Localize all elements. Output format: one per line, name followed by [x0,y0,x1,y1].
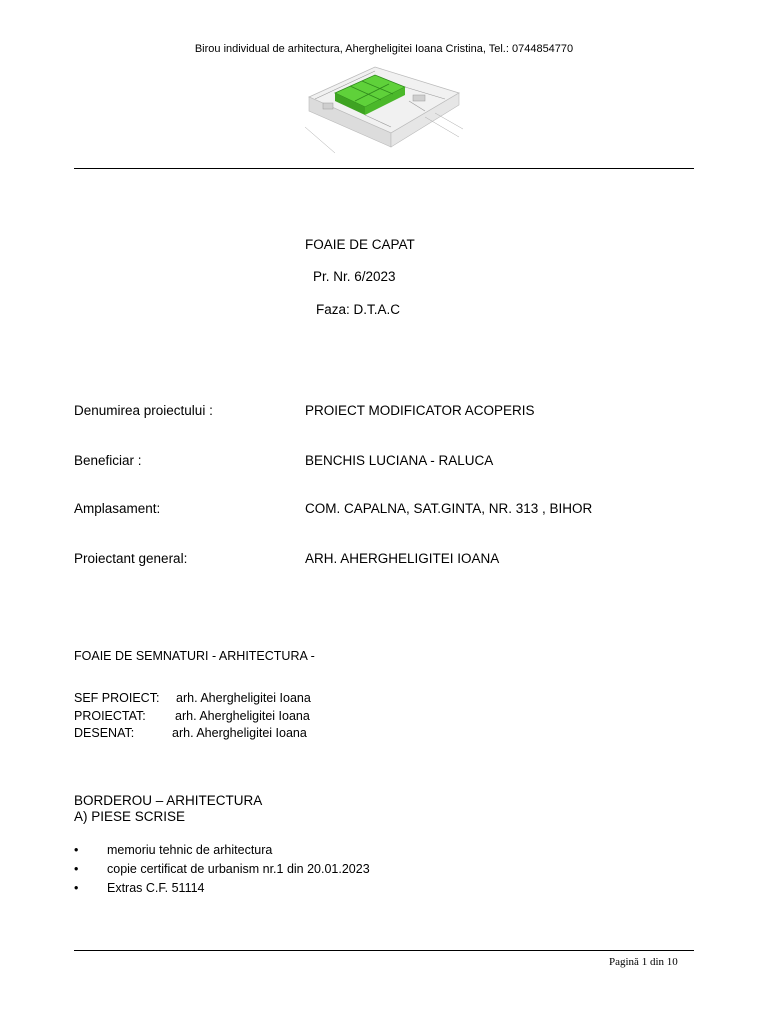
borderou-heading: BORDEROU – ARHITECTURA [74,793,263,808]
list-item-text: copie certificat de urbanism nr.1 din 20.01.2023 [107,862,370,876]
detail-label: Amplasament: [74,501,161,516]
project-number: Pr. Nr. 6/2023 [313,269,396,284]
phase-value: D.T.A.C [353,302,401,317]
borderou-subheading: A) PIESE SCRISE [74,809,186,824]
detail-label: Denumirea proiectului : [74,403,213,418]
detail-value: BENCHIS LUCIANA - RALUCA [305,453,494,468]
signature-role: PROIECTAT: [74,709,146,723]
list-item [74,841,370,860]
detail-value: ARH. AHERGHELIGITEI IOANA [305,551,500,566]
signature-name: arh. Ahergheligitei Ioana [176,691,311,705]
list-item [74,860,370,879]
office-header: Birou individual de arhitectura, Ahergheligitei Ioana Cristina, Tel.: 0744854770 [194,43,574,55]
building-floorplan-icon [305,57,463,155]
phase-label: Faza: [316,302,350,317]
document-title: FOAIE DE CAPAT [305,237,415,252]
signature-name: arh. Ahergheligitei Ioana [172,726,307,740]
header-divider [74,168,694,169]
list-item [74,879,370,898]
signatures-heading: FOAIE DE SEMNATURI - ARHITECTURA - [74,649,315,663]
bullet-list [74,841,370,898]
bullet-icon: • [74,843,79,857]
detail-label: Beneficiar : [74,453,142,468]
footer-divider [74,950,694,951]
bullet-icon: • [74,881,79,895]
signature-role: DESENAT: [74,726,135,740]
detail-value: PROIECT MODIFICATOR ACOPERIS [305,403,535,418]
list-item-text: memoriu tehnic de arhitectura [107,843,273,857]
signature-role: SEF PROIECT: [74,691,160,705]
bullet-icon: • [74,862,79,876]
project-phase [316,302,400,317]
detail-value: COM. CAPALNA, SAT.GINTA, NR. 313 , BIHOR [305,501,593,516]
page-number: Pagină 1 din 10 [609,956,678,968]
signature-name: arh. Ahergheligitei Ioana [175,709,310,723]
detail-label: Proiectant general: [74,551,188,566]
list-item-text: Extras C.F. 51114 [107,881,205,895]
